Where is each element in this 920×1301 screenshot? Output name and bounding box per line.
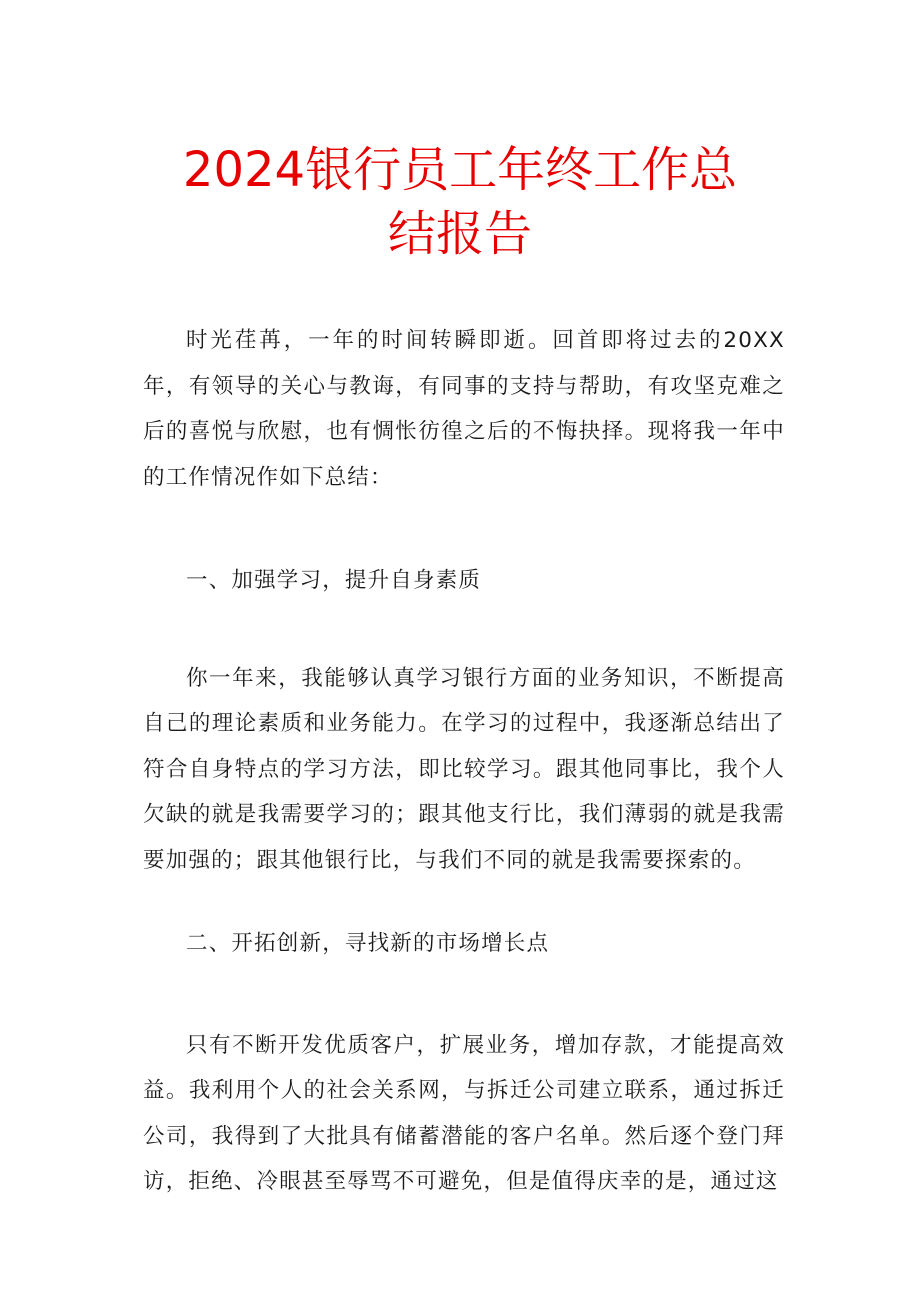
document-body	[143, 318, 785, 1205]
section-2-paragraph: 只有不断开发优质客户，扩展业务，增加存款，才能提高效益。我利用个人的社会关系网，与拆迁公司建立联系，通过拆迁公司，我得到了大批具有储蓄潜能的客户名单。然后逐个登门拜访，拒绝、冷眼甚至辱骂不可避免，但是值得庆幸的是，通过这	[143, 1032, 785, 1194]
title-line-2: 结报告	[387, 206, 532, 262]
section-2-heading: 二、开拓创新，寻找新的市场增长点	[186, 931, 550, 956]
intro-paragraph: 时光荏苒，一年的时间转瞬即逝。回首即将过去的20XX年，有领导的关心与教诲，有同事的支持与帮助，有攻坚克难之后的喜悦与欣慰，也有惆怅彷徨之后的不悔抉择。现将我一年中的工作情况作如下总结：	[143, 328, 785, 490]
section-1-paragraph: 你一年来，我能够认真学习银行方面的业务知识，不断提高自己的理论素质和业务能力。在学习的过程中，我逐渐总结出了符合自身特点的学习方法，即比较学习。跟其他同事比，我个人欠缺的就是我需要学习的；跟其他支行比，我们薄弱的就是我需要加强的；跟其他银行比，与我们不同的就是我需要探索的。	[143, 665, 785, 873]
document-title	[140, 138, 780, 266]
section-1-heading: 一、加强学习，提升自身素质	[186, 568, 482, 593]
title-line-1: 2024银行员工年终工作总	[182, 142, 738, 198]
